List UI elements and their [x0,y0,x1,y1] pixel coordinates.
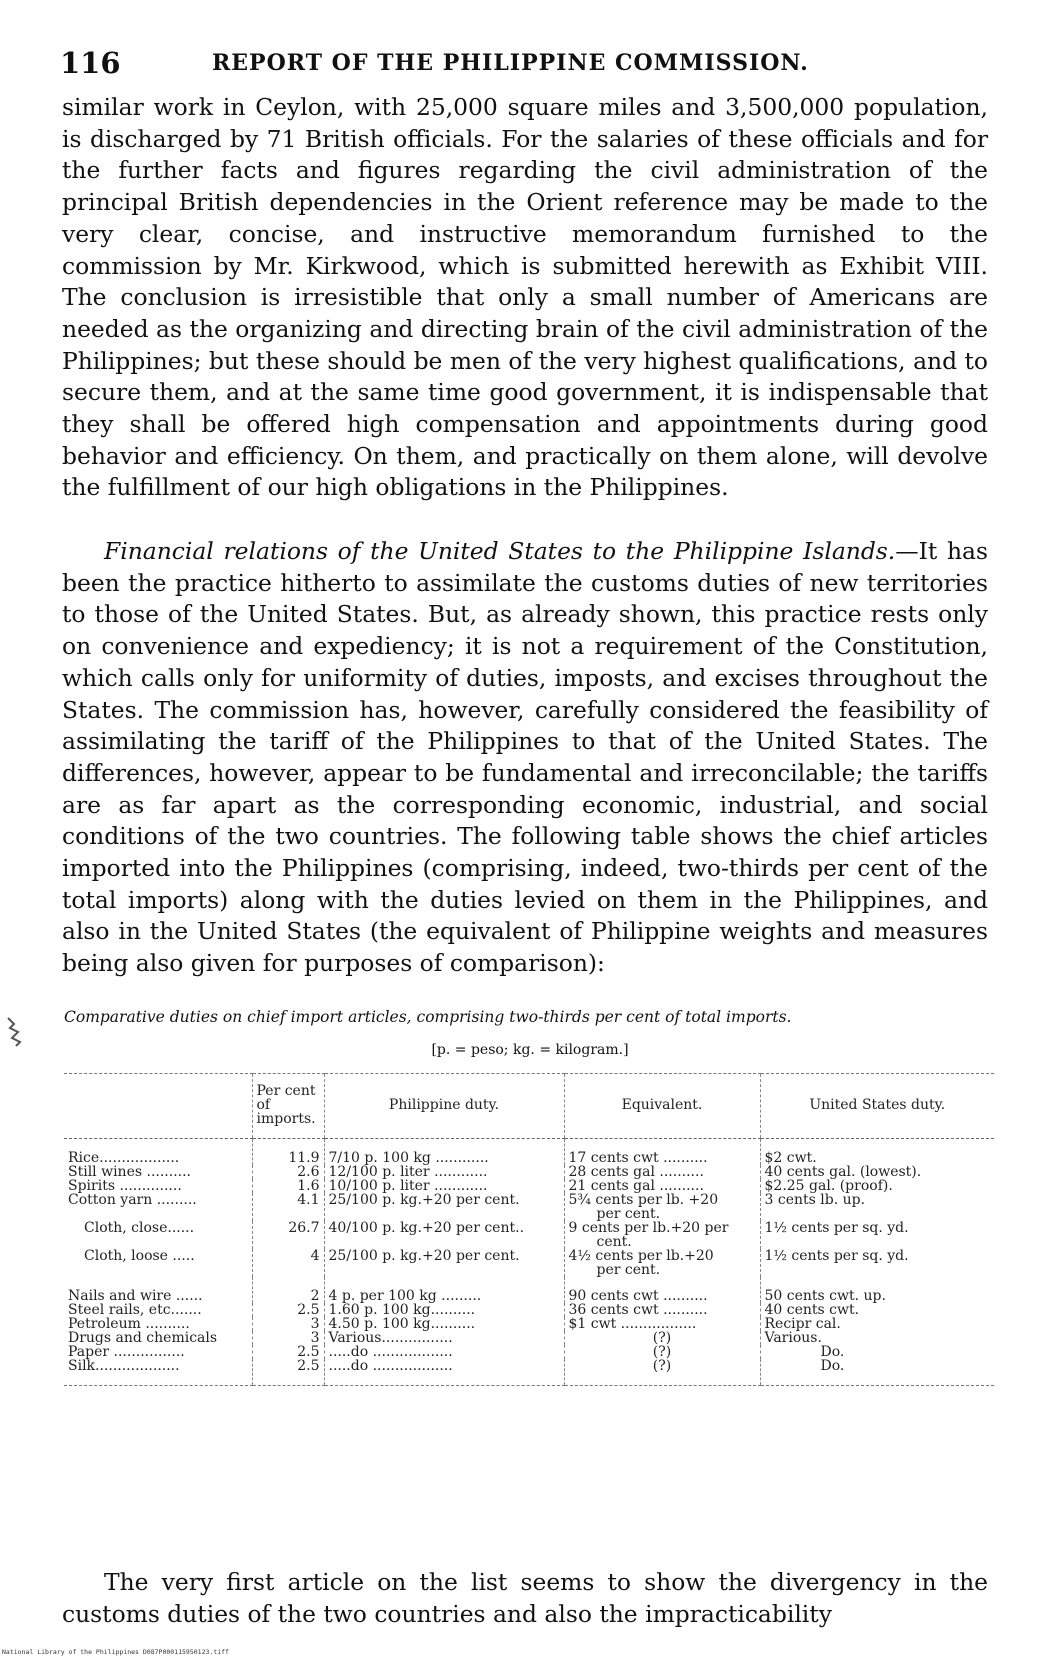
article-cell: Spirits .............. [68,1178,182,1194]
table-row [64,1317,994,1331]
philippine-duty-cell: .....do .................. [324,1359,564,1386]
table-row [64,1179,994,1193]
us-duty-cell: 1½ cents per sq. yd. [760,1249,994,1277]
philippine-duty-cell: 25/100 p. kg.+20 per cent. [324,1193,564,1221]
equivalent-text: 5¾ cents per lb. +20 [568,1192,719,1208]
percent-cell: 26.7 [252,1221,324,1249]
equivalent-cell: 17 cents cwt .......... [564,1139,760,1166]
philippine-duty-cell: 10/100 p. liter ............ [324,1179,564,1193]
equivalent-wrap: per cent. [596,1262,661,1278]
equivalent-text: 9 cents per lb.+20 per [568,1220,729,1236]
us-duty-cell: $2.25 gal. (proof). [760,1179,994,1193]
percent-cell: 1.6 [252,1179,324,1193]
equivalent-cell: 28 cents gal .......... [564,1165,760,1179]
table-caption: Comparative duties on chief import articles, comprising two-thirds per cent of total imports. [64,1008,792,1026]
table-row [64,1303,994,1317]
equivalent-cell [564,1221,760,1249]
equivalent-cell: 36 cents cwt .......... [564,1303,760,1317]
table-row [64,1345,994,1359]
page-number: 116 [60,46,121,80]
equivalent-wrap: cent. [596,1234,632,1250]
percent-cell: 2.5 [252,1345,324,1359]
philippine-duty-cell: 1.60 p. 100 kg.......... [324,1303,564,1317]
paragraph-2-body: —It has been the practice hitherto to assimilate the customs duties of new territories to those of the United States. But, as already shown, this practice rests only on convenience and expediency; it is not a requirement of the Constitution, which calls only for uniformity of duties, imposts, and excises throughout the States. The commission has, however, carefully considered the feasibility of assimilating the tariff of the Philippines to that of the United States. The differences, however, appear to be fundamental and irreconcilable; the tariffs are as far apart as the corresponding economic, industrial, and social conditions of the two countries. The following table shows the chief articles imported into the Philippines (comprising, indeed, two-thirds per cent of the total imports) along with the duties levied on them in the Philippines, and also in the United States (the equivalent of Philippine weights and measures being also given for purposes of comparison): [62,537,988,978]
us-duty-cell: 40 cents cwt. [760,1303,994,1317]
paragraph-2 [62,536,988,980]
equivalent-cell: (?) [564,1331,760,1345]
equivalent-cell: 21 cents gal .......... [564,1179,760,1193]
equivalent-cell: $1 cwt ................. [564,1317,760,1331]
table-row [64,1165,994,1179]
table-note: [p. = peso; kg. = kilogram.] [431,1042,629,1058]
philippine-duty-cell: .....do .................. [324,1345,564,1359]
percent-cell: 2.6 [252,1165,324,1179]
header-percent: Per cent of imports. [252,1074,324,1139]
paragraph-heading: Financial relations of the United States to the Philippine Islands. [104,537,896,565]
header-us-duty: United States duty. [760,1074,994,1139]
percent-cell: 3 [252,1317,324,1331]
philippine-duty-cell: 7/10 p. 100 kg ............ [324,1139,564,1166]
paragraph-3: The very first article on the list seems to show the divergency in the customs duties of the two countries and also the impracticability [62,1568,988,1628]
percent-cell: 4.1 [252,1193,324,1221]
philippine-duty-cell: 40/100 p. kg.+20 per cent.. [324,1221,564,1249]
philippine-duty-cell: 25/100 p. kg.+20 per cent. [324,1249,564,1277]
article-cell: Cotton yarn ......... [68,1192,197,1208]
table-row [64,1359,994,1386]
percent-cell: 11.9 [252,1139,324,1166]
us-duty-cell: 1½ cents per sq. yd. [760,1221,994,1249]
article-cell: Nails and wire ...... [68,1288,203,1304]
table-row [64,1277,994,1303]
table-row [64,1193,994,1221]
table-header-row [64,1074,994,1139]
header-equivalent: Equivalent. [564,1074,760,1139]
article-cell: Paper ................ [68,1344,185,1360]
equivalent-cell: (?) [564,1345,760,1359]
percent-cell: 2.5 [252,1303,324,1317]
article-cell: Cloth, loose ..... [84,1248,195,1264]
us-duty-cell: Various. [760,1331,994,1345]
percent-cell: 2.5 [252,1359,324,1386]
paragraph-1: similar work in Ceylon, with 25,000 square miles and 3,500,000 population, is discharged by 71 British officials. For the salaries of these officials and for the further facts and figures regarding the civil administration of the principal British dependencies in the Orient reference may be made to the very clear, concise, and instructive memorandum furnished to the commission by Mr. Kirkwood, which is submitted herewith as Exhibit VIII. The conclusion is irresistible that only a small number of Americans are needed as the organizing and directing brain of the civil administration of the Philippines; but these should be men of the very highest qualifications, and to secure them, and at the same time good government, it is indispensable that they shall be offered high compensation and appointments during good behavior and efficiency. On them, and practically on them alone, will devolve the fulfillment of our high obligations in the Philippines. [62,93,988,502]
us-duty-cell: 40 cents gal. (lowest). [760,1165,994,1179]
us-duty-cell: 50 cents cwt. up. [760,1277,994,1303]
article-cell: Cloth, close...... [84,1220,195,1236]
equivalent-text: 4½ cents per lb.+20 [568,1248,714,1264]
scan-smudge-mark [4,1016,26,1048]
percent-cell: 2 [252,1277,324,1303]
us-duty-cell: Do. [760,1345,994,1359]
table-row [64,1331,994,1345]
equivalent-cell: (?) [564,1359,760,1386]
philippine-duty-cell: 4.50 p. 100 kg.......... [324,1317,564,1331]
us-duty-cell: $2 cwt. [760,1139,994,1166]
table-row [64,1139,994,1166]
philippine-duty-cell: 12/100 p. liter ............ [324,1165,564,1179]
article-cell: Still wines .......... [68,1164,191,1180]
article-cell: Petroleum .......... [68,1316,190,1332]
article-cell: Steel rails, etc....... [68,1302,202,1318]
percent-cell: 4 [252,1249,324,1277]
philippine-duty-cell: 4 p. per 100 kg ......... [324,1277,564,1303]
us-duty-cell: Recipr cal. [760,1317,994,1331]
article-cell: Silk................... [64,1359,252,1386]
equivalent-cell [564,1193,760,1221]
equivalent-cell: 90 cents cwt .......... [564,1277,760,1303]
us-duty-cell: 3 cents lb. up. [760,1193,994,1221]
running-head: REPORT OF THE PHILIPPINE COMMISSION. [212,50,809,76]
article-cell: Drugs and chemicals [68,1330,218,1346]
us-duty-cell: Do. [760,1359,994,1386]
header-philippine-duty: Philippine duty. [324,1074,564,1139]
article-cell: Rice.................. [68,1150,180,1166]
equivalent-wrap: per cent. [596,1206,661,1222]
duties-table [64,1073,994,1386]
header-article [64,1074,252,1139]
percent-cell: 3 [252,1331,324,1345]
philippine-duty-cell: Various................ [324,1331,564,1345]
equivalent-cell [564,1249,760,1277]
table-row [64,1249,994,1277]
table-row [64,1221,994,1249]
scan-footer-id: National Library of the Philippines D087P000115950123.tiff [2,1648,229,1656]
